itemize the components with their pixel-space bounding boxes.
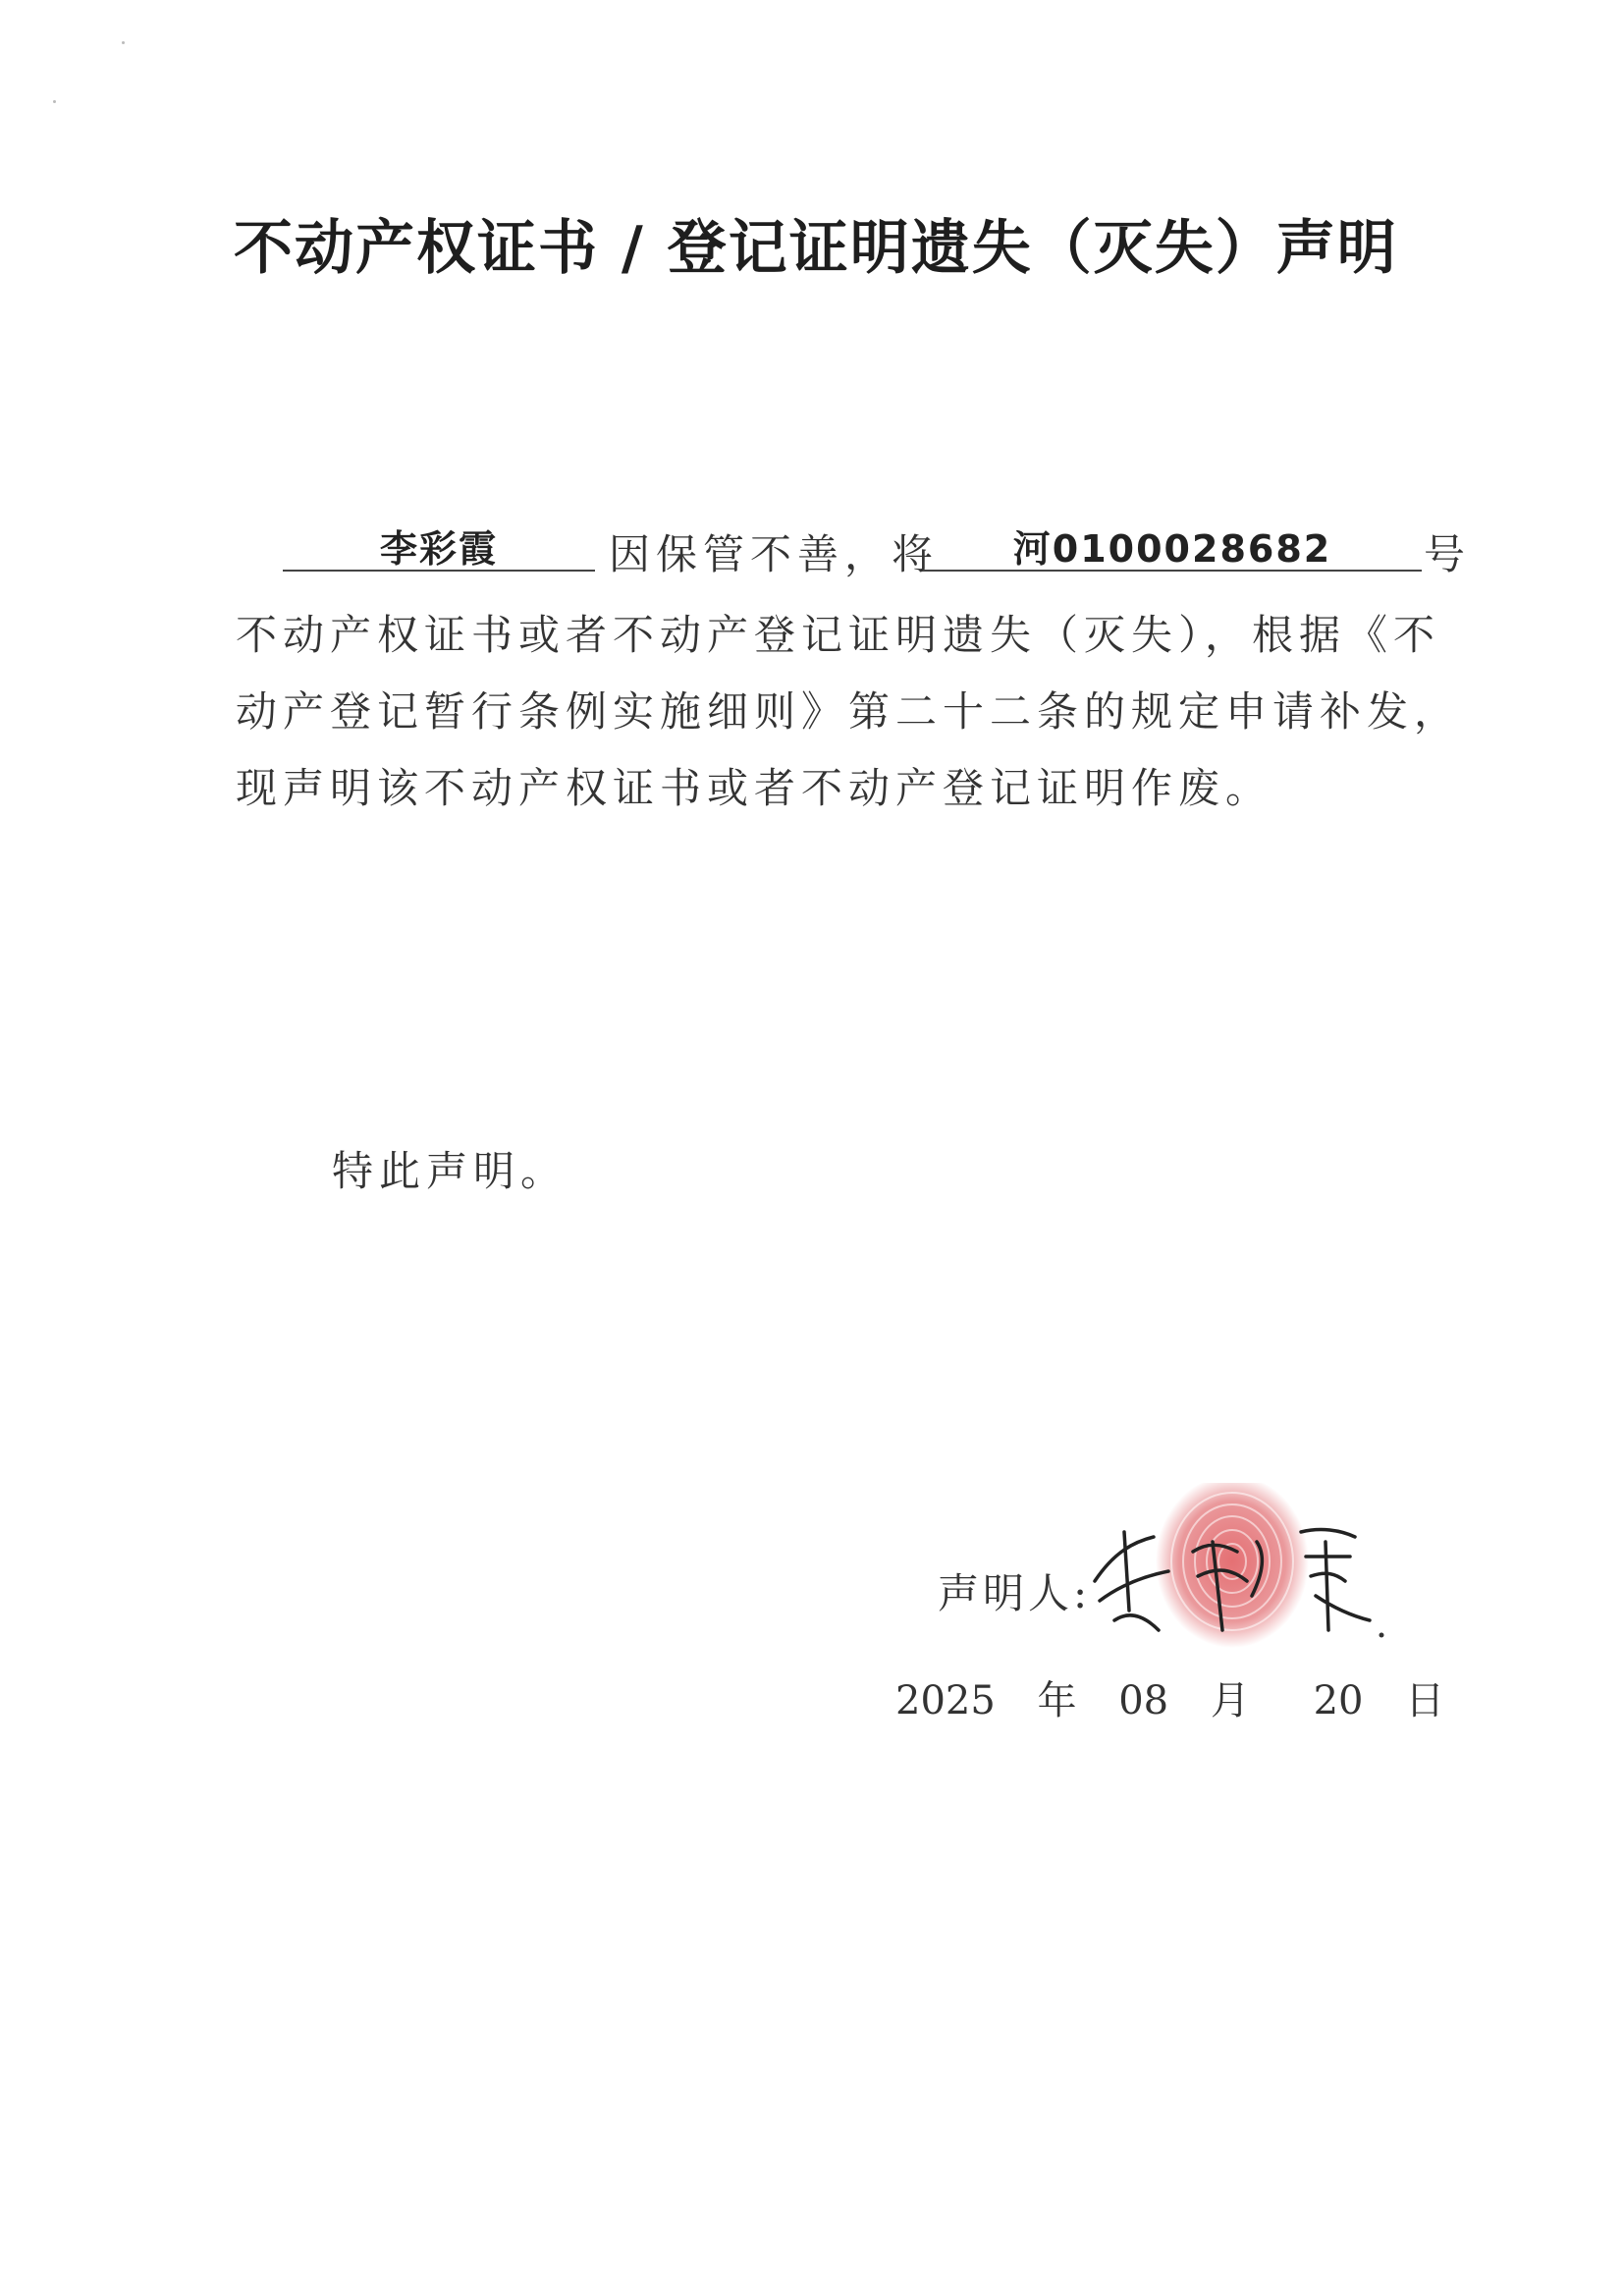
scan-speck	[122, 41, 125, 44]
declarant-name-field: 李彩霞	[283, 519, 595, 572]
date-month-unit: 月	[1210, 1678, 1250, 1723]
body-line-1: 不动产权证书或者不动产登记证明遗失（灭失），根据《不	[236, 611, 1441, 659]
signature-with-fingerprint	[1075, 1483, 1389, 1660]
body-line-3: 现声明该不动产权证书或者不动产登记证明作废。	[236, 764, 1273, 812]
date-day-unit: 日	[1405, 1678, 1445, 1723]
text-after-name: 因保管不善，将	[609, 530, 940, 578]
closing-statement: 特此声明。	[332, 1147, 568, 1195]
scan-speck	[53, 100, 56, 103]
date-day: 20	[1313, 1678, 1364, 1723]
declaration-date	[895, 1669, 1444, 1725]
date-year-unit: 年	[1037, 1678, 1077, 1723]
body-line-2: 动产登记暂行条例实施细则》第二十二条的规定申请补发，	[236, 687, 1462, 736]
signer-label: 声明人:	[938, 1569, 1092, 1617]
fingerprint-icon	[1075, 1483, 1389, 1660]
date-month: 08	[1118, 1678, 1169, 1723]
certificate-number-field: 河0100028682	[923, 519, 1422, 572]
document-title: 不动产权证书 / 登记证明遗失（灭失）声明	[234, 214, 1398, 283]
text-after-number: 号	[1424, 530, 1472, 578]
date-year: 2025	[895, 1678, 996, 1723]
